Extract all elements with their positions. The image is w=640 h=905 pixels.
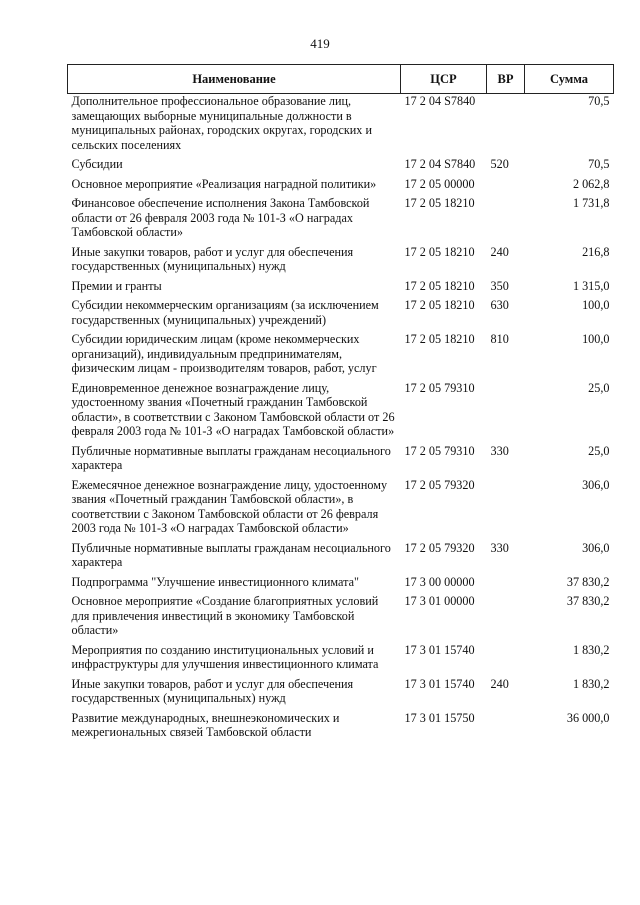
cell-sum: 25,0 bbox=[588, 443, 610, 458]
cell-name: Мероприятия по созданию институциональных условий и инфраструктуры для улучшения инвестиционного климата bbox=[71, 642, 379, 671]
table-row bbox=[68, 594, 614, 643]
cell-csr: 17 2 05 18210 bbox=[404, 332, 475, 346]
cell-name: Субсидии bbox=[71, 157, 123, 171]
cell-name: Публичные нормативные выплаты гражданам несоциального характера bbox=[71, 540, 391, 569]
cell-csr: 17 2 05 18210 bbox=[404, 298, 475, 312]
table-row bbox=[68, 94, 614, 158]
cell-vr bbox=[487, 94, 525, 158]
table-row bbox=[68, 444, 614, 478]
cell-name: Публичные нормативные выплаты гражданам несоциального характера bbox=[71, 443, 391, 472]
header-vr: ВР bbox=[487, 65, 525, 94]
page-number: 419 bbox=[310, 36, 330, 51]
table-row bbox=[68, 643, 614, 677]
cell-sum: 306,0 bbox=[582, 540, 610, 555]
cell-sum: 70,5 bbox=[588, 94, 610, 108]
cell-name: Развитие международных, внешнеэкономических и межрегиональных связей Тамбовской области bbox=[71, 710, 340, 739]
cell-csr: 17 3 00 00000 bbox=[404, 574, 475, 589]
cell-vr bbox=[487, 643, 525, 677]
cell-sum: 1 830,2 bbox=[572, 676, 610, 691]
cell-csr: 17 2 05 18210 bbox=[404, 196, 475, 210]
cell-vr: 240 bbox=[490, 244, 509, 259]
table-row bbox=[68, 332, 614, 381]
table-row bbox=[68, 196, 614, 245]
cell-csr: 17 3 01 00000 bbox=[404, 594, 475, 608]
cell-sum: 100,0 bbox=[582, 332, 610, 346]
cell-vr: 350 bbox=[490, 278, 509, 293]
cell-name: Иные закупки товаров, работ и услуг для обеспечения государственных (муниципальных) нужд bbox=[71, 676, 354, 705]
cell-sum: 70,5 bbox=[588, 157, 610, 171]
cell-name: Основное мероприятие «Создание благоприятных условий для привлечения инвестиций в экономику Тамбовской области» bbox=[71, 594, 379, 637]
cell-name: Финансовое обеспечение исполнения Закона Тамбовской области от 26 февраля 2003 года № 101-З «О наградах Тамбовской области» bbox=[71, 196, 370, 239]
cell-csr: 17 2 05 79310 bbox=[404, 443, 475, 458]
cell-csr: 17 2 05 79310 bbox=[404, 380, 475, 395]
cell-sum: 37 830,2 bbox=[566, 574, 610, 589]
cell-sum: 25,0 bbox=[588, 380, 610, 395]
cell-sum: 216,8 bbox=[582, 244, 610, 259]
table-row bbox=[68, 541, 614, 575]
cell-vr: 630 bbox=[490, 298, 509, 312]
cell-name: Премии и гранты bbox=[71, 278, 162, 293]
cell-sum: 1 315,0 bbox=[572, 278, 610, 293]
cell-vr bbox=[487, 381, 525, 444]
cell-vr bbox=[487, 196, 525, 245]
cell-name: Иные закупки товаров, работ и услуг для обеспечения государственных (муниципальных) нужд bbox=[71, 244, 354, 273]
cell-sum: 100,0 bbox=[582, 298, 610, 312]
cell-vr: 240 bbox=[490, 676, 509, 691]
cell-vr bbox=[487, 575, 525, 595]
cell-sum: 1 830,2 bbox=[572, 642, 610, 657]
header-name: Наименование bbox=[68, 65, 401, 94]
cell-name: Субсидии юридическим лицам (кроме некоммерческих организаций), индивидуальным предпринимателям, физическим лицам - производителям товаров, работ, услуг bbox=[71, 332, 377, 375]
cell-vr: 330 bbox=[490, 443, 509, 458]
cell-name: Подпрограмма "Улучшение инвестиционного климата" bbox=[71, 574, 359, 589]
cell-csr: 17 2 04 S7840 bbox=[404, 157, 476, 171]
cell-vr bbox=[487, 594, 525, 643]
table-row bbox=[68, 245, 614, 279]
cell-name: Субсидии некоммерческим организациям (за исключением государственных (муниципальных) учреждений) bbox=[71, 298, 379, 327]
cell-sum: 36 000,0 bbox=[566, 710, 610, 725]
cell-vr bbox=[487, 478, 525, 541]
cell-csr: 17 2 05 18210 bbox=[404, 244, 475, 259]
budget-table bbox=[67, 64, 614, 745]
table-body bbox=[68, 94, 614, 745]
cell-sum: 2 062,8 bbox=[572, 176, 610, 191]
table-row bbox=[68, 279, 614, 299]
header-sum: Сумма bbox=[525, 65, 614, 94]
cell-vr: 810 bbox=[490, 332, 509, 346]
cell-csr: 17 3 01 15750 bbox=[404, 710, 475, 725]
header-csr: ЦСР bbox=[401, 65, 487, 94]
table-row bbox=[68, 711, 614, 745]
table-header-row bbox=[68, 65, 614, 94]
table-row bbox=[68, 478, 614, 541]
table-row bbox=[68, 298, 614, 332]
cell-csr: 17 3 01 15740 bbox=[404, 642, 475, 657]
table-row bbox=[68, 381, 614, 444]
cell-name: Дополнительное профессиональное образование лиц, замещающих выборные муниципальные должности в муниципальных районах, городских округах, городских и сельских поселениях bbox=[71, 94, 372, 152]
cell-sum: 306,0 bbox=[582, 477, 610, 492]
cell-csr: 17 2 04 S7840 bbox=[404, 94, 476, 108]
cell-name: Ежемесячное денежное вознаграждение лицу, удостоенному звания «Почетный гражданин Тамбовской области», в соответствии с Законом Тамбовской области от 26 февраля 2003 года № 101-З «О наградах Тамбовской области» bbox=[71, 477, 388, 535]
cell-csr: 17 2 05 79320 bbox=[404, 540, 475, 555]
cell-csr: 17 3 01 15740 bbox=[404, 676, 475, 691]
table-row bbox=[68, 157, 614, 177]
cell-vr bbox=[487, 711, 525, 745]
cell-csr: 17 2 05 79320 bbox=[404, 477, 475, 492]
table-row bbox=[68, 575, 614, 595]
cell-csr: 17 2 05 18210 bbox=[404, 278, 475, 293]
cell-vr: 520 bbox=[490, 157, 509, 171]
table-row bbox=[68, 677, 614, 711]
cell-name: Основное мероприятие «Реализация наградной политики» bbox=[71, 176, 377, 191]
cell-csr: 17 2 05 00000 bbox=[404, 176, 475, 191]
cell-name: Единовременное денежное вознаграждение лицу, удостоенному звания «Почетный гражданин Тамбовской области», в соответствии с Законом Тамбовской области от 26 февраля 2003 года № 101-З «О наградах Тамбовской области» bbox=[71, 380, 395, 438]
cell-vr: 330 bbox=[490, 540, 509, 555]
cell-sum: 37 830,2 bbox=[566, 594, 610, 608]
cell-sum: 1 731,8 bbox=[572, 196, 610, 210]
table-row bbox=[68, 177, 614, 197]
cell-vr bbox=[487, 177, 525, 197]
